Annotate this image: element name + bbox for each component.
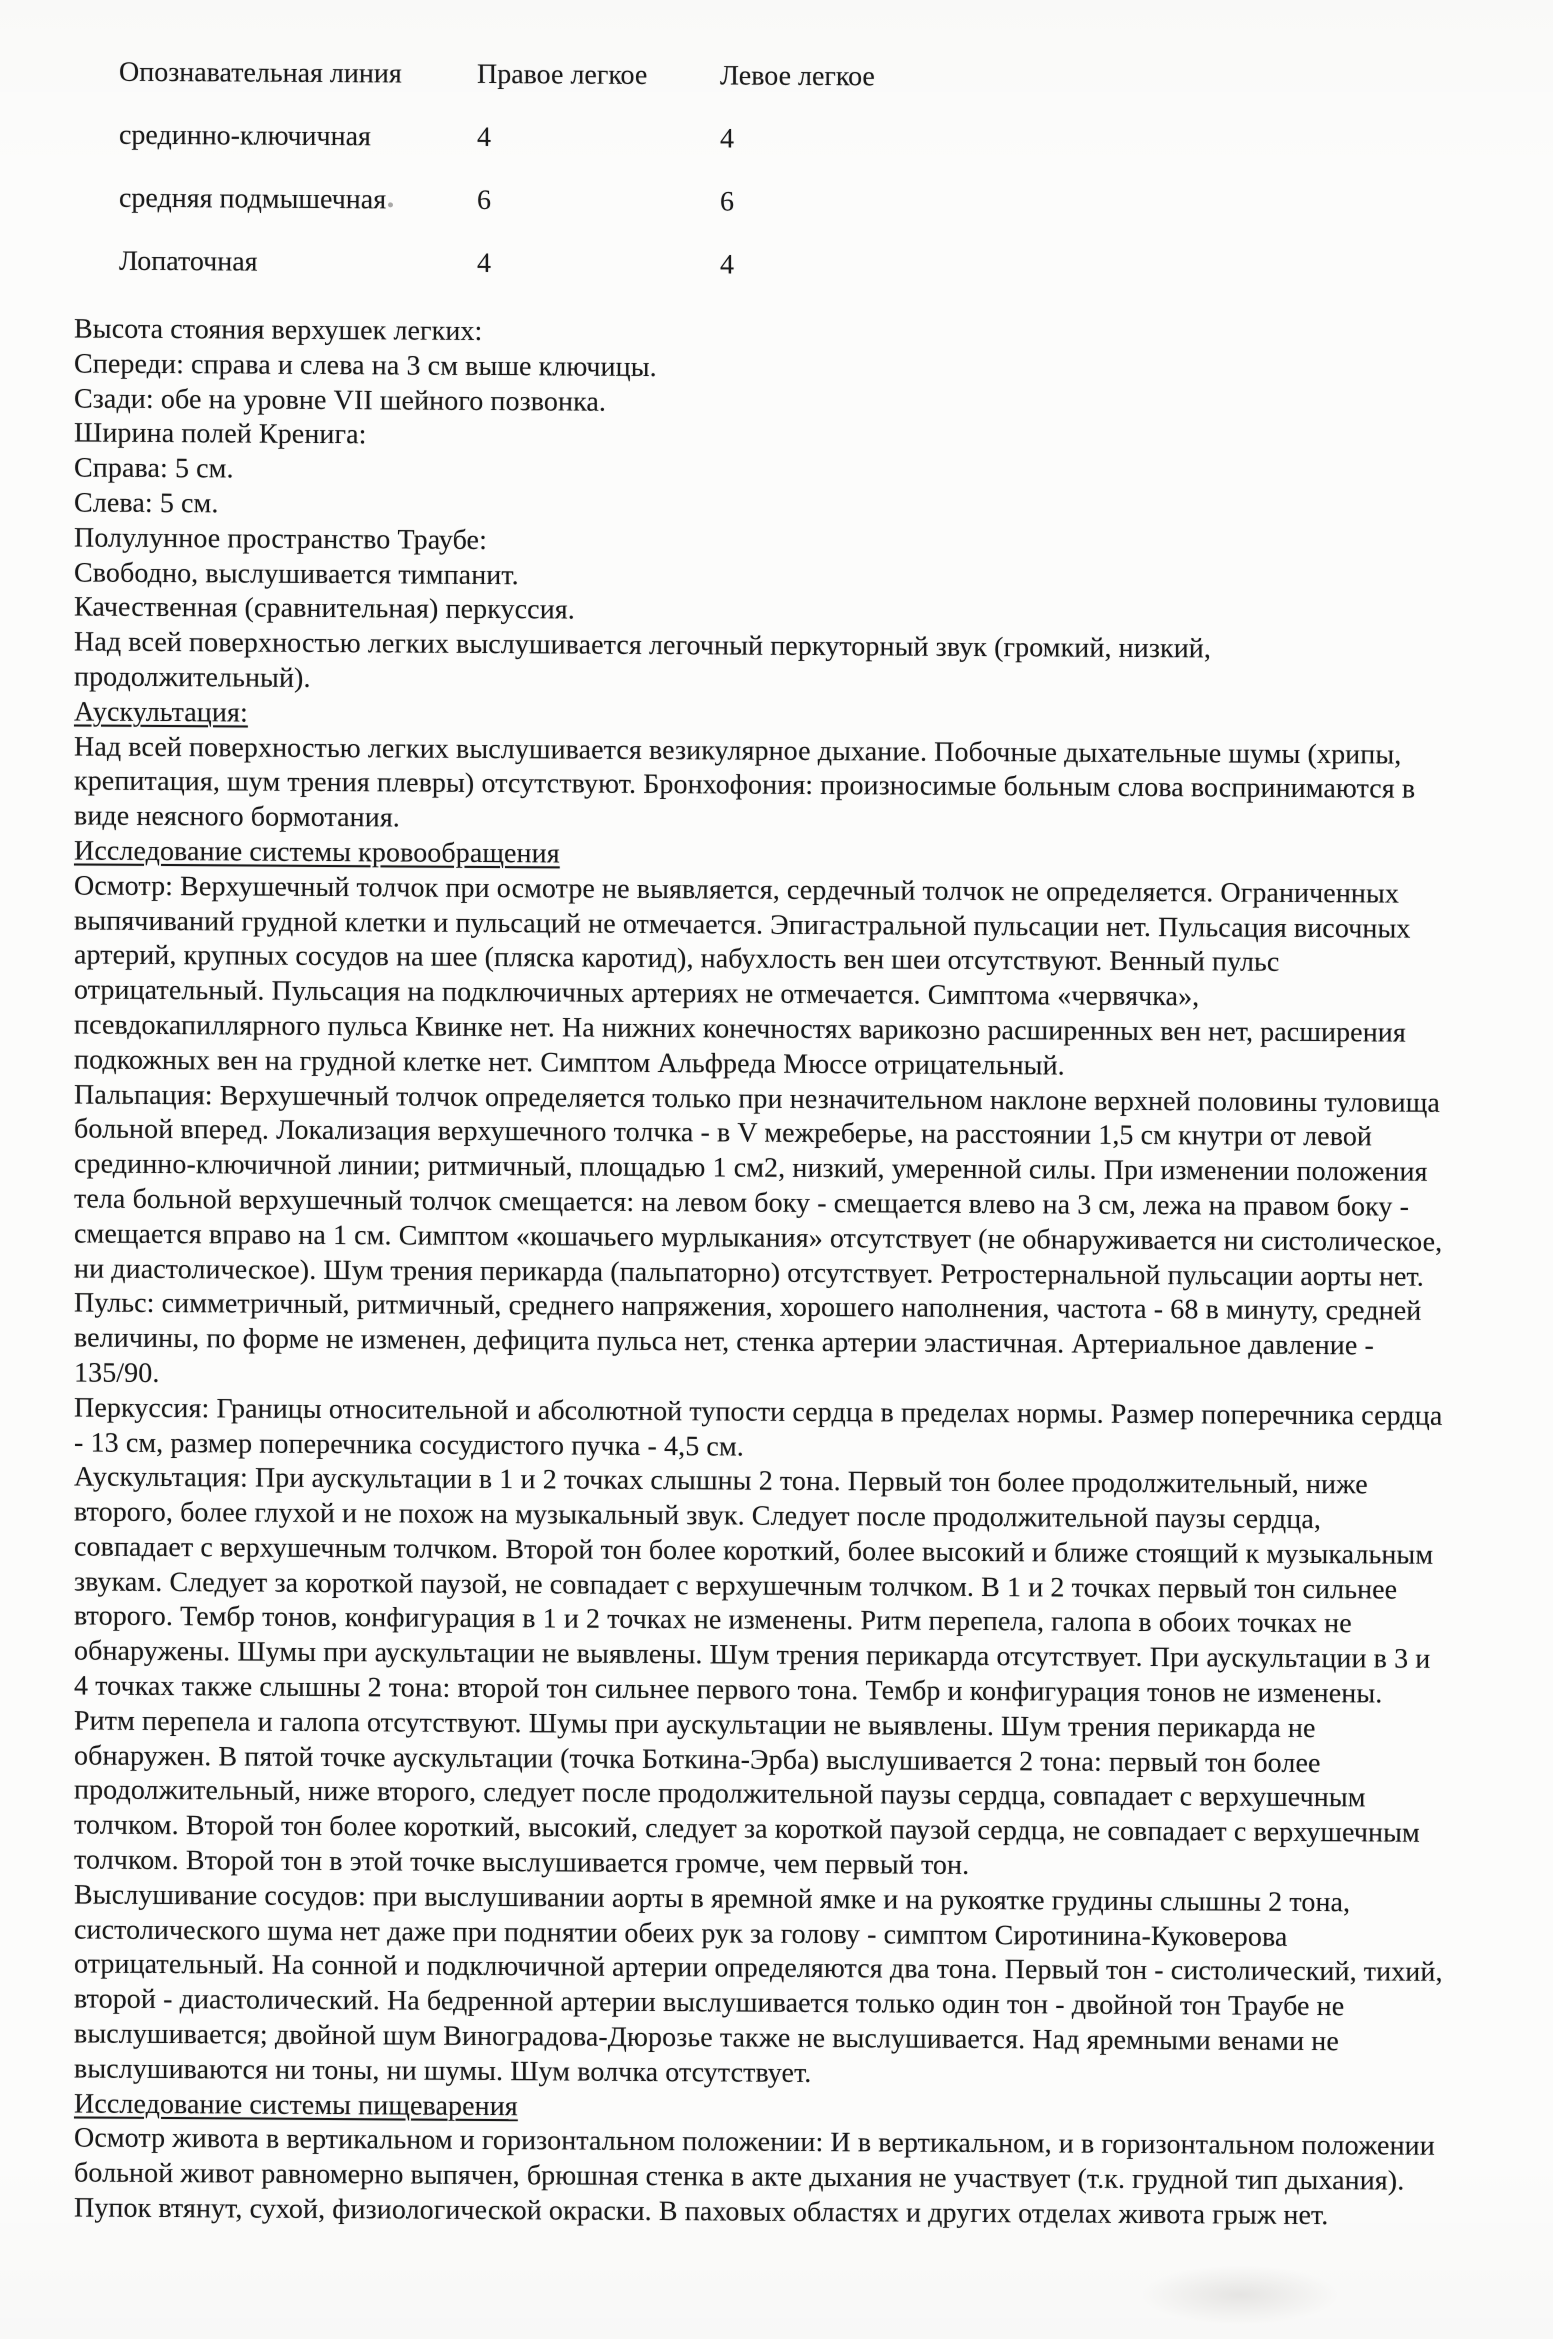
document-line: крепитация, шум трения плевры) отсутствуют. Бронхофония: произносимые больным слова воспринимаются в [74, 765, 1416, 806]
table-header-cell: Опознавательная линия [119, 56, 402, 89]
document-line: совпадает с верхушечным толчком. Второй тон более короткий, более высокий и ближе стоящий к музыкальным [74, 1531, 1434, 1571]
document-line: Полулунное пространство Траубе: [74, 522, 487, 556]
document-line: Качественная (сравнительная) перкуссия. [74, 591, 575, 626]
document-line: артерий, крупных сосудов на шее (пляска каротид), набухлость вен шеи отсутствуют. Венный пульс [74, 939, 1280, 979]
table-header-cell: Левое легкое [720, 59, 875, 92]
document-line: тела больной верхушечный толчок смещается: на левом боку - смещается влево на 3 см, лежа на правом боку - [74, 1183, 1410, 1223]
document-line: толчком. Второй тон в этой точке выслушивается громче, чем первый тон. [74, 1844, 970, 1881]
table-cell: Лопаточная [119, 245, 258, 278]
document-line: Высота стояния верхушек легких: [74, 313, 483, 347]
document-line: больной живот равномерно выпячен, брюшная стенка в акте дыхания не участвует (т.к. грудной тип дыхания). [74, 2157, 1405, 2197]
document-line: 135/90. [74, 1357, 160, 1389]
scan-smudge-artifact [1140, 2265, 1340, 2325]
document-body [74, 312, 1534, 2235]
scan-dot-artifact [388, 202, 393, 207]
document-line: ни диастолическое). Шум трения перикарда (пальпаторно) отсутствует. Ретростернальной пульсации аорты нет. [74, 1252, 1424, 1293]
document-line: второго, более глухой и не похож на музыкальный звук. Следует после продолжительной паузы сердца, [74, 1496, 1321, 1536]
table-cell: срединно-ключичная [119, 119, 371, 152]
document-line: продолжительный). [74, 661, 311, 694]
document-line: Над всей поверхностью легких выслушивается везикулярное дыхание. Побочные дыхательные шумы (хрипы, [74, 731, 1402, 771]
table-cell: 6 [720, 185, 734, 217]
document-line: Спереди: справа и слева на 3 см выше ключицы. [74, 348, 657, 383]
lung-table-body [119, 104, 920, 298]
document-line: величины, по форме не изменен, дефицита пульса нет, стенка артерии эластичная. Артериальное давление - [74, 1322, 1374, 1362]
document-line: Пупок втянут, сухой, физиологической окраски. В паховых областях и других отделах живота грыж нет. [74, 2192, 1329, 2232]
section-heading: Исследование системы пищеварения [74, 2088, 518, 2122]
document-line: второго. Тембр тонов, конфигурация в 1 и 2 точках не изменены. Ритм перепела, галопа в обоих точках не [74, 1600, 1352, 1640]
table-header-cell: Правое легкое [477, 58, 648, 91]
document-line: выслушивается; двойной шум Виноградова-Дюрозье также не выслушивается. Над яремными венами не [74, 2018, 1339, 2058]
document-line: 4 точках также слышны 2 тона: второй тон сильнее первого тона. Тембр и конфигурация тонов не изменены. [74, 1670, 1383, 1710]
lung-table-header [119, 41, 920, 109]
document-line: звукам. Следует за короткой паузой, не совпадает с верхушечным толчком. В 1 и 2 точках первый тон сильнее [74, 1566, 1398, 1606]
table-cell: 4 [477, 121, 491, 153]
document-line: Пальпация: Верхушечный толчок определяется только при незначительном наклоне верхней половины туловища [74, 1078, 1440, 1119]
document-line: выслушиваются ни тоны, ни шумы. Шум волчка отсутствует. [74, 2053, 812, 2089]
table-header-row [119, 41, 920, 109]
table-cell: 6 [477, 184, 491, 216]
document-line: Над всей поверхностью легких выслушивается легочный перкуторный звук (громкий, низкий, [74, 626, 1211, 665]
document-line: - 13 см, размер поперечника сосудистого пучка - 4,5 см. [74, 1426, 744, 1463]
document-line: Перкуссия: Границы относительной и абсолютной тупости сердца в пределах нормы. Размер поперечника сердца [74, 1392, 1443, 1432]
document-line: Свободно, выслушивается тимпанит. [74, 557, 519, 591]
table-row [119, 230, 920, 298]
document-line: продолжительный, ниже второго, следует после продолжительной паузы сердца, совпадает с верхушечным [74, 1774, 1366, 1814]
document-line: второй - диастолический. На бедренной артерии выслушивается только один тон - двойной тон Траубе не [74, 1983, 1345, 2023]
document-line: Осмотр живота в вертикальном и горизонтальном положении: И в вертикальном, и в горизонтальном положении [74, 2122, 1435, 2163]
table-cell: 4 [720, 248, 734, 280]
document-line: подкожных вен на грудной клетке нет. Симптом Альфреда Мюссе отрицательный. [74, 1044, 1065, 1082]
document-line: псевдокапиллярного пульса Квинке нет. На нижних конечностях варикозно расширенных вен нет, расширения [74, 1009, 1406, 1049]
document-line: Выслушивание сосудов: при выслушивании аорты в яремной ямке и на рукоятке грудины слышны 2 тона, [74, 1879, 1351, 1919]
document-line: Сзади: обе на уровне VII шейного позвонка. [74, 383, 607, 418]
document-line: выпячиваний грудной клетки и пульсаций не отмечается. Эпигастральной пульсации нет. Пульсация височных [74, 904, 1411, 945]
section-heading: Аускультация: [74, 696, 248, 729]
document-line: обнаружены. Шумы при аускультации не выявлены. Шум трения перикарда отсутствует. При аускультации в 3 и [74, 1635, 1431, 1676]
table-cell: средняя подмышечная [119, 182, 387, 215]
table-cell: 4 [477, 247, 491, 279]
document-line: Осмотр: Верхушечный толчок при осмотре не выявляется, сердечный толчок не определяется. Ограниченных [74, 870, 1400, 910]
document-line: Пульс: симметричный, ритмичный, среднего напряжения, хорошего наполнения, частота - 68 в минуту, средней [74, 1287, 1422, 1327]
document-line: смещается вправо на 1 см. Симптом «кошачьего мурлыкания» отсутствует (не обнаруживается ни систолическое, [74, 1218, 1443, 1258]
document-line: отрицательный. Пульсация на подключичных артериях не отмечается. Симптома «червячка», [74, 974, 1200, 1013]
table-row [119, 104, 920, 172]
document-line: виде неясного бормотания. [74, 800, 400, 834]
section-heading: Исследование системы кровообращения [74, 835, 560, 870]
document-line: Справа: 5 см. [74, 452, 234, 485]
document-line: толчком. Второй тон более короткий, высокий, следует за короткой паузой сердца, не совпадает с верхушечным [74, 1809, 1420, 1849]
lung-borders-table [119, 41, 920, 298]
document-line: систолического шума нет даже при поднятии обеих рук за голову - симптом Сиротинина-Куковерова [74, 1914, 1288, 1953]
document-line: срединно-ключичной линии; ритмичный, площадью 1 см2, низкий, умеренной силы. При изменении положения [74, 1148, 1428, 1188]
table-cell: 4 [720, 122, 734, 154]
document-line: обнаружен. В пятой точке аускультации (точка Боткина-Эрба) выслушивается 2 тона: первый тон более [74, 1740, 1321, 1779]
table-row [119, 167, 920, 235]
document-line: Аускультация: При аускультации в 1 и 2 точках слышны 2 тона. Первый тон более продолжительный, ниже [74, 1461, 1368, 1501]
document-line: отрицательный. На сонной и подключичной артерии определяются два тона. Первый тон - систолический, тихий, [74, 1948, 1443, 1989]
document-line: Слева: 5 см. [74, 487, 219, 520]
document-line: Ритм перепела и галопа отсутствуют. Шумы при аускультации не выявлены. Шум трения перикарда не [74, 1705, 1316, 1744]
document-line: Ширина полей Кренига: [74, 417, 367, 451]
document-line: больной вперед. Локализация верхушечного толчка - в V межреберье, на расстоянии 1,5 см кнутри от левой [74, 1113, 1373, 1153]
